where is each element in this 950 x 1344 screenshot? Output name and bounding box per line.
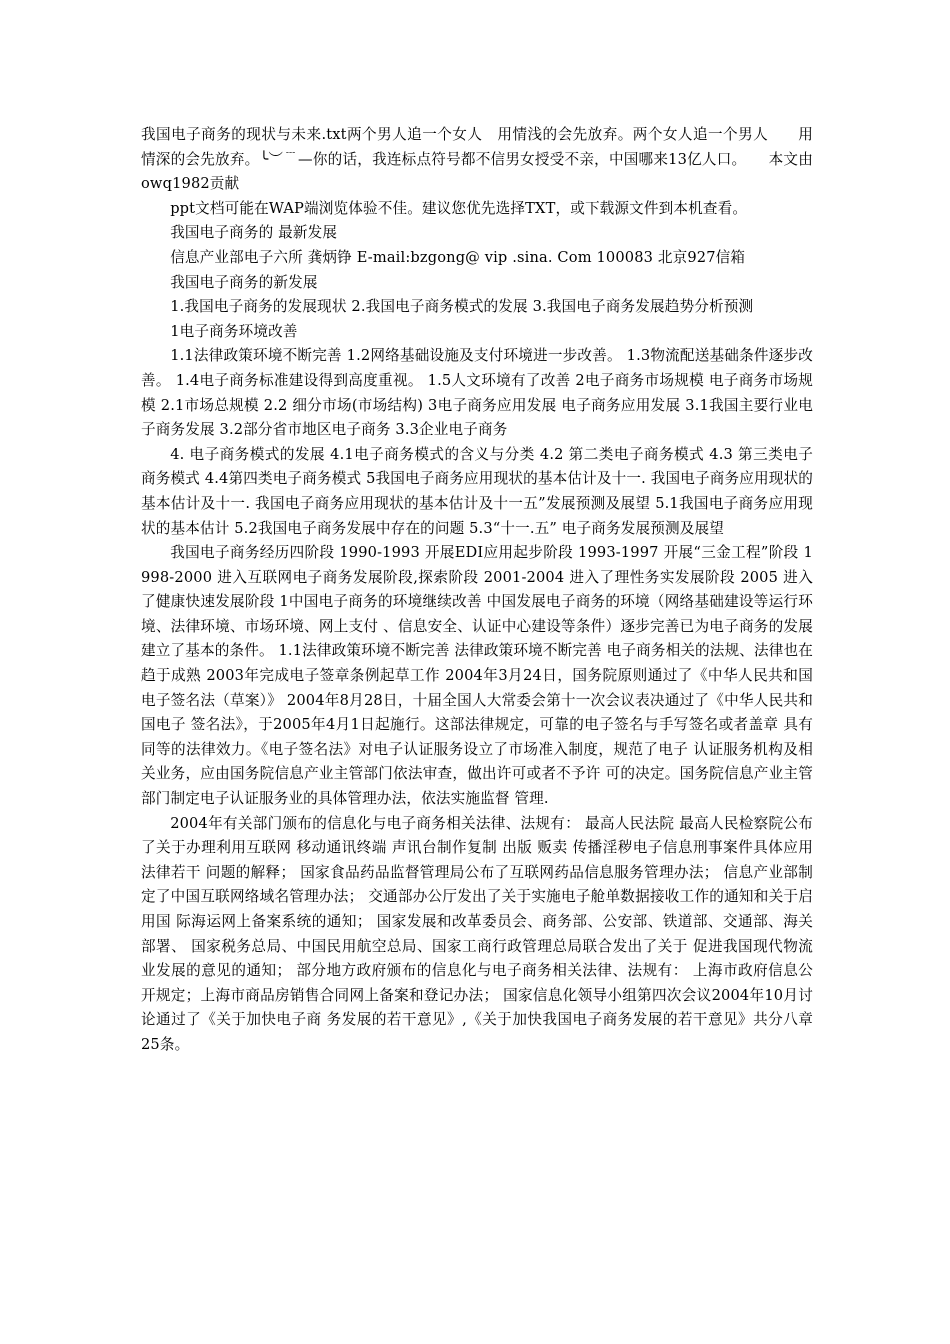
format-notice: ppt文档可能在WAP端浏览体验不佳。建议您优先选择TXT，或下载源文件到本机查看。	[170, 199, 748, 217]
author-line: 信息产业部电子六所 龚炳铮 E-mail:bzgong@ vip .sina. Com 100083 北京927信箱	[170, 248, 746, 266]
outline-details-paragraph: 1.1法律政策环境不断完善 1.2网络基础设施及支付环境进一步改善。 1.3物流配送基础条件逐步改善。 1.4电子商务标准建设得到高度重视。 1.5人文环境有了改善 2电子商务市场规模 电子商务市场规模 2.1市场总规模 2.2 细分市场(市场结构) 3电子商务应用发展 电子商务应用发展 3.1我国主要行业电子商务发展 3.2部分省市地区电子商务 3.3企业电子商务	[141, 347, 813, 439]
regulations-paragraph: 2004年有关部门颁布的信息化与电子商务相关法律、法规有： 最高人民法院 最高人民检察院公布了关于办理利用互联网 移动通讯终端 声讯台制作复制 出版 贩卖 传播淫秽电子信息刑事案件具体应用法律若干 问题的解释； 国家食品药品监督管理局公布了互联网药品信息服务管理办法； 信息产业部制定了中国互联网络域名管理办法； 交通部办公厅发出了关于实施电子舱单数据接收工作的通知和关于启用国 际海运网上备案系统的通知； 国家发展和改革委员会、商务部、公安部、铁道部、交通部、海关部署、 国家税务总局、中国民用航空总局、国家工商行政管理总局联合发出了关于 促进我国现代物流业发展的意见的通知； 部分地方政府颁布的信息化与电子商务相关法律、法规有： 上海市政府信息公开规定；上海市商品房销售合同网上备案和登记办法； 国家信息化领导小组第四次会议2004年10月讨论通过了《关于加快电子商 务发展的若干意见》,《关于加快我国电子商务发展的若干意见》共分八章 25条。	[141, 814, 813, 1053]
document-body	[141, 123, 813, 1058]
model-outline-paragraph: 4. 电子商务模式的发展 4.1电子商务模式的含义与分类 4.2 第二类电子商务模式 4.3 第三类电子商务模式 4.4第四类电子商务模式 5我国电子商务应用现状的基本估计及十一. 我国电子商务应用现状的基本估计及十一. 我国电子商务应用现状的基本估计及十一五”发展预测及展望 5.1我国电子商务应用现状的基本估计 5.2我国电子商务发展中存在的问题 5.3“十一.五” 电子商务发展预测及展望	[141, 445, 813, 537]
outline-paragraph: 1.我国电子商务的发展现状 2.我国电子商务模式的发展 3.我国电子商务发展趋势分析预测	[170, 298, 754, 316]
stages-paragraph: 我国电子商务经历四阶段 1990-1993 开展EDI应用起步阶段 1993-1997 开展“三金工程”阶段 1998-2000 进入互联网电子商务发展阶段,探索阶段 2001-2004 进入了理性务实发展阶段 2005 进入了健康快速发展阶段 1中国电子商务的环境继续改善 中国发展电子商务的环境（网络基础建设等运行环境、法律环境、市场环境、网上支付 、信息安全、认证中心建设等条件）逐步完善已为电子商务的发展建立了基本的条件。 1.1法律政策环境不断完善 法律政策环境不断完善 电子商务相关的法规、法律也在趋于成熟 2003年完成电子签章条例起草工作 2004年3月24日，国务院原则通过了《中华人民共和国电子签名法（草案）》 2004年8月28日，十届全国人大常委会第十一次会议表决通过了《中华人民共和国电子 签名法》，于2005年4月1日起施行。这部法律规定，可靠的电子签名与手写签名或者盖章 具有同等的法律效力。《电子签名法》对电子认证服务设立了市场准入制度，规范了电子 认证服务机构及相关业务，应由国务院信息产业主管部门依法审查，做出许可或者不予许 可的决定。国务院信息产业主管部门制定电子认证服务业的具体管理办法，依法实施监督 管理.	[141, 544, 814, 808]
subheading: 1电子商务环境改善	[170, 322, 298, 340]
section-heading: 我国电子商务的新发展	[170, 273, 318, 291]
document-title: 我国电子商务的 最新发展	[170, 224, 338, 242]
intro-paragraph: 我国电子商务的现状与未来.txt两个男人追一个女人 用情浅的会先放弃。两个女人追一个男人 用情深的会先放弃。╰︶﹉—你的话，我连标点符号都不信男女授受不亲，中国哪来13亿人口。 本文由owq1982贡献	[141, 126, 813, 193]
